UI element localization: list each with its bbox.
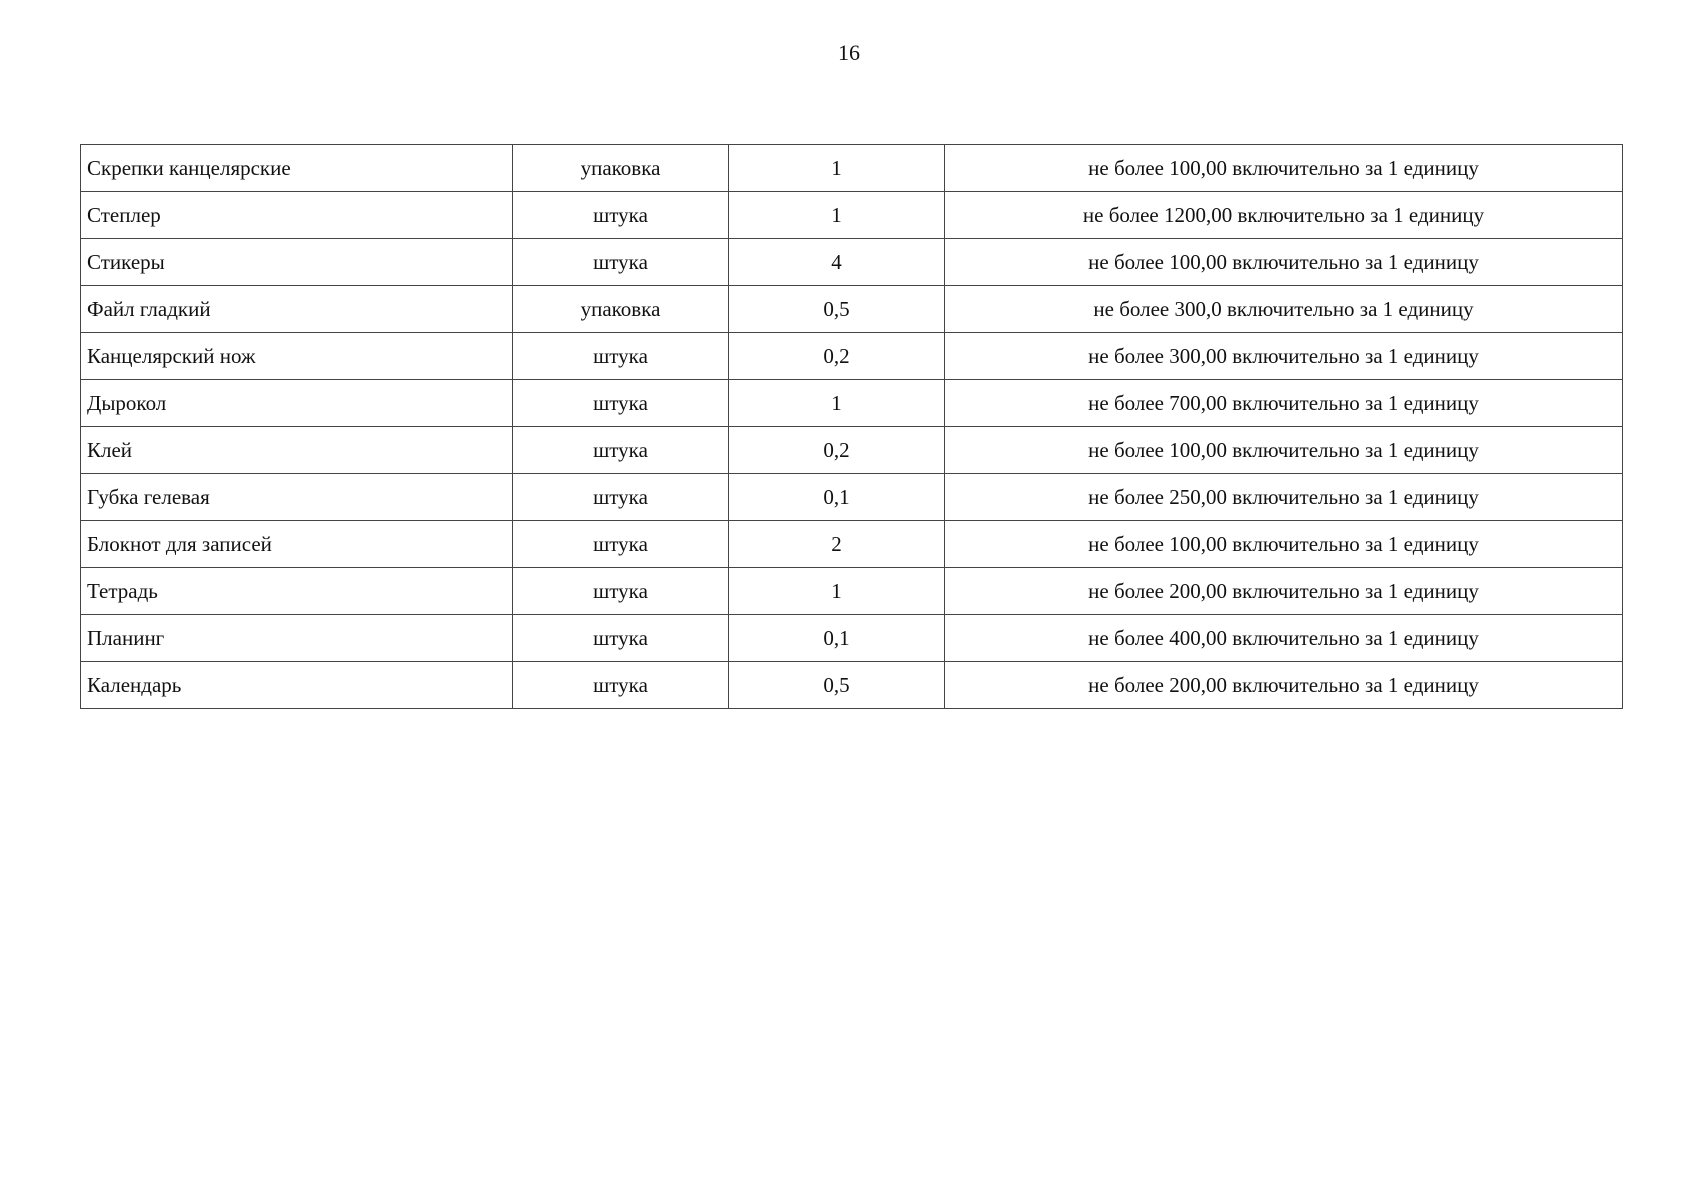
- table-body: [81, 145, 1623, 709]
- table-row: [81, 474, 1623, 521]
- quantity-cell: 4: [729, 239, 945, 286]
- price-cell: не более 200,00 включительно за 1 единицу: [945, 568, 1623, 615]
- quantity-cell: 2: [729, 521, 945, 568]
- page-number: 16: [838, 40, 860, 65]
- table-row: [81, 615, 1623, 662]
- quantity-cell: 1: [729, 192, 945, 239]
- unit-cell: штука: [513, 333, 729, 380]
- price-cell: не более 250,00 включительно за 1 единицу: [945, 474, 1623, 521]
- price-cell: не более 700,00 включительно за 1 единицу: [945, 380, 1623, 427]
- price-cell: не более 200,00 включительно за 1 единицу: [945, 662, 1623, 709]
- quantity-cell: 0,1: [729, 615, 945, 662]
- table-row: [81, 239, 1623, 286]
- quantity-cell: 0,1: [729, 474, 945, 521]
- item-name-cell: Стикеры: [81, 239, 513, 286]
- table-row: [81, 192, 1623, 239]
- table-row: [81, 286, 1623, 333]
- price-cell: не более 100,00 включительно за 1 единицу: [945, 239, 1623, 286]
- price-cell: не более 100,00 включительно за 1 единицу: [945, 427, 1623, 474]
- table-row: [81, 145, 1623, 192]
- item-name-cell: Скрепки канцелярские: [81, 145, 513, 192]
- table-row: [81, 427, 1623, 474]
- quantity-cell: 0,5: [729, 286, 945, 333]
- quantity-cell: 0,2: [729, 427, 945, 474]
- unit-cell: штука: [513, 239, 729, 286]
- unit-cell: штука: [513, 662, 729, 709]
- quantity-cell: 0,2: [729, 333, 945, 380]
- price-cell: не более 300,00 включительно за 1 единицу: [945, 333, 1623, 380]
- quantity-cell: 1: [729, 145, 945, 192]
- price-cell: не более 400,00 включительно за 1 единицу: [945, 615, 1623, 662]
- price-cell: не более 1200,00 включительно за 1 единицу: [945, 192, 1623, 239]
- item-name-cell: Планинг: [81, 615, 513, 662]
- quantity-cell: 0,5: [729, 662, 945, 709]
- unit-cell: штука: [513, 615, 729, 662]
- unit-cell: штука: [513, 474, 729, 521]
- price-cell: не более 100,00 включительно за 1 единицу: [945, 521, 1623, 568]
- unit-cell: упаковка: [513, 286, 729, 333]
- item-name-cell: Блокнот для записей: [81, 521, 513, 568]
- item-name-cell: Степлер: [81, 192, 513, 239]
- supply-norms-table: [80, 144, 1623, 709]
- unit-cell: штука: [513, 380, 729, 427]
- item-name-cell: Дырокол: [81, 380, 513, 427]
- unit-cell: штука: [513, 192, 729, 239]
- item-name-cell: Тетрадь: [81, 568, 513, 615]
- item-name-cell: Клей: [81, 427, 513, 474]
- unit-cell: штука: [513, 427, 729, 474]
- quantity-cell: 1: [729, 380, 945, 427]
- quantity-cell: 1: [729, 568, 945, 615]
- item-name-cell: Файл гладкий: [81, 286, 513, 333]
- unit-cell: упаковка: [513, 145, 729, 192]
- unit-cell: штука: [513, 521, 729, 568]
- table-row: [81, 380, 1623, 427]
- item-name-cell: Канцелярский нож: [81, 333, 513, 380]
- table-row: [81, 662, 1623, 709]
- unit-cell: штука: [513, 568, 729, 615]
- item-name-cell: Календарь: [81, 662, 513, 709]
- item-name-cell: Губка гелевая: [81, 474, 513, 521]
- table-row: [81, 568, 1623, 615]
- table-row: [81, 521, 1623, 568]
- price-cell: не более 300,0 включительно за 1 единицу: [945, 286, 1623, 333]
- table-row: [81, 333, 1623, 380]
- price-cell: не более 100,00 включительно за 1 единицу: [945, 145, 1623, 192]
